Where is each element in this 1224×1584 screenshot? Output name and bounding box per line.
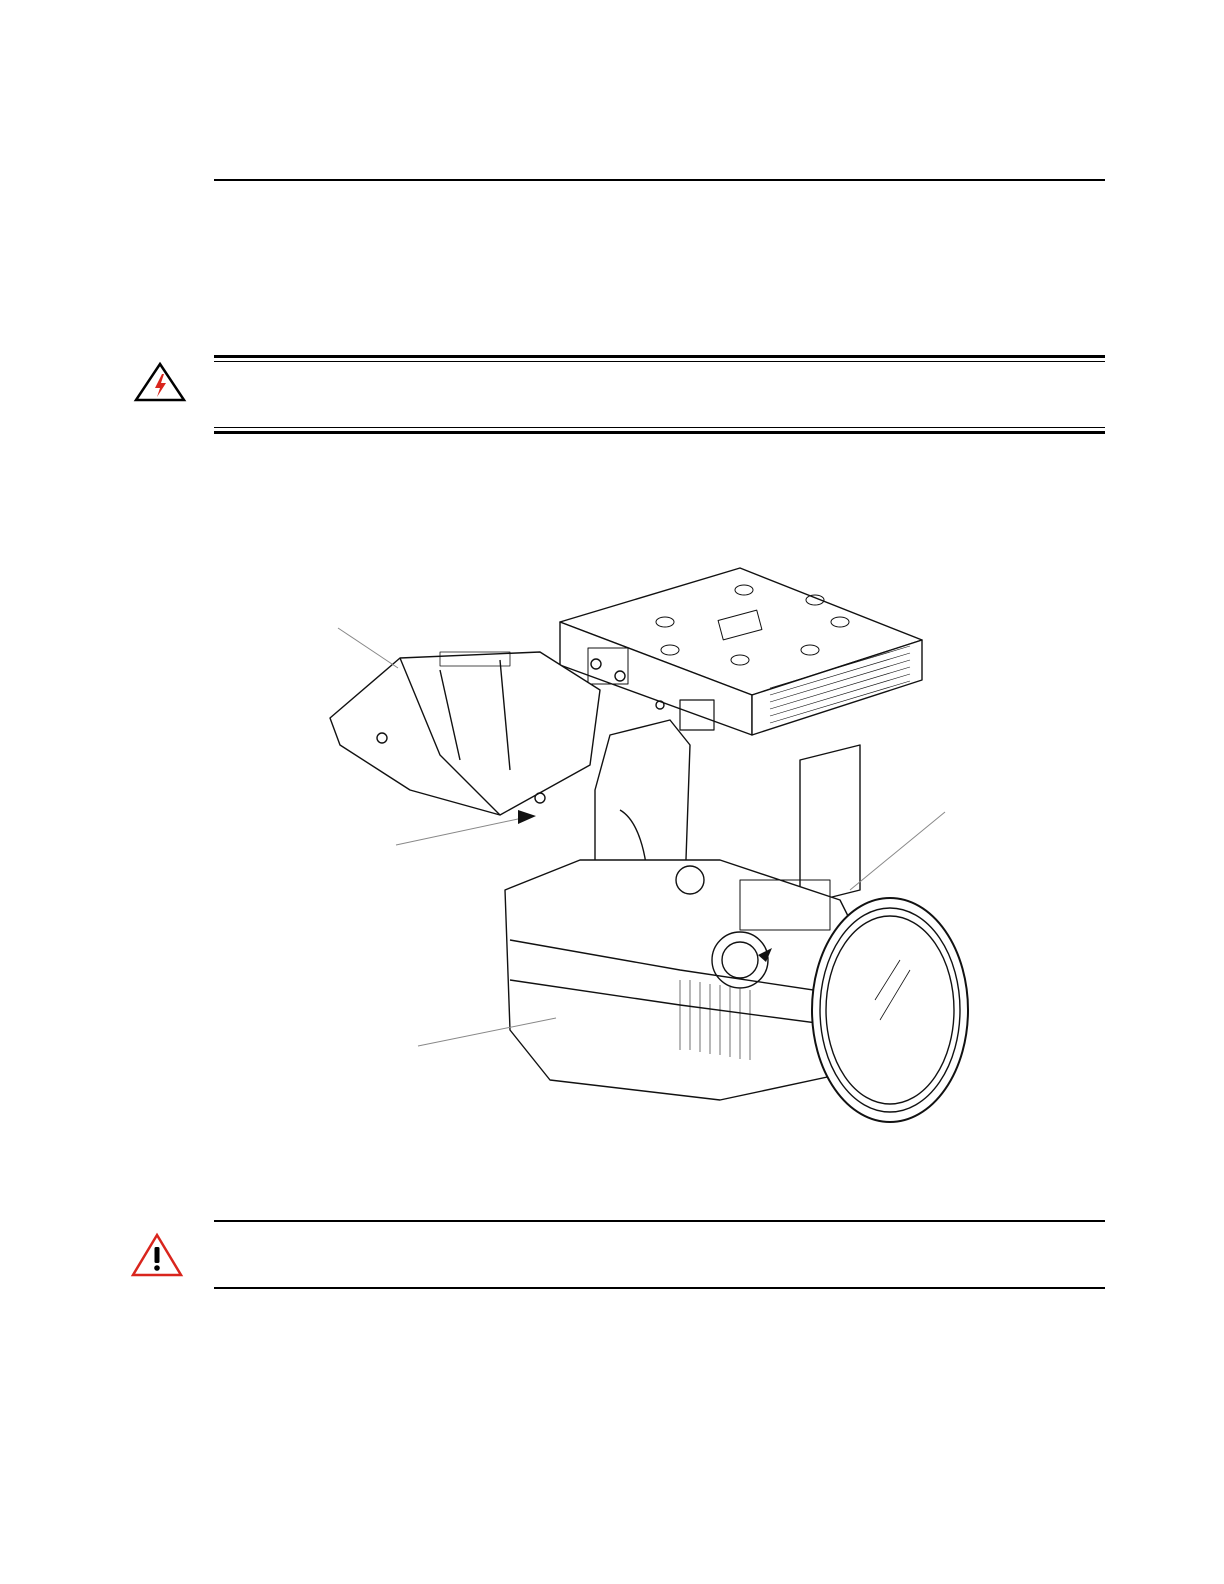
- front-lens: [812, 898, 968, 1122]
- callout-line-module: [850, 812, 945, 890]
- fixture-base: [560, 568, 922, 735]
- warning-top-rule: [214, 355, 1105, 358]
- caution-bottom-rule: [214, 1287, 1105, 1289]
- electrical-hazard-icon: [133, 361, 187, 403]
- fixture-illustration: [320, 560, 980, 1160]
- callout-line-latch: [396, 816, 532, 845]
- warning-bottom-rule-thin: [214, 427, 1105, 428]
- caution-exclamation-icon: [130, 1232, 184, 1278]
- caution-top-rule: [214, 1220, 1105, 1222]
- callout-arrow-latch: [518, 810, 536, 824]
- warning-top-rule-thin: [214, 361, 1105, 362]
- header-rule: [214, 179, 1105, 181]
- head-cover: [330, 652, 600, 815]
- warning-bottom-rule: [214, 431, 1105, 434]
- callout-line-cover: [338, 628, 398, 668]
